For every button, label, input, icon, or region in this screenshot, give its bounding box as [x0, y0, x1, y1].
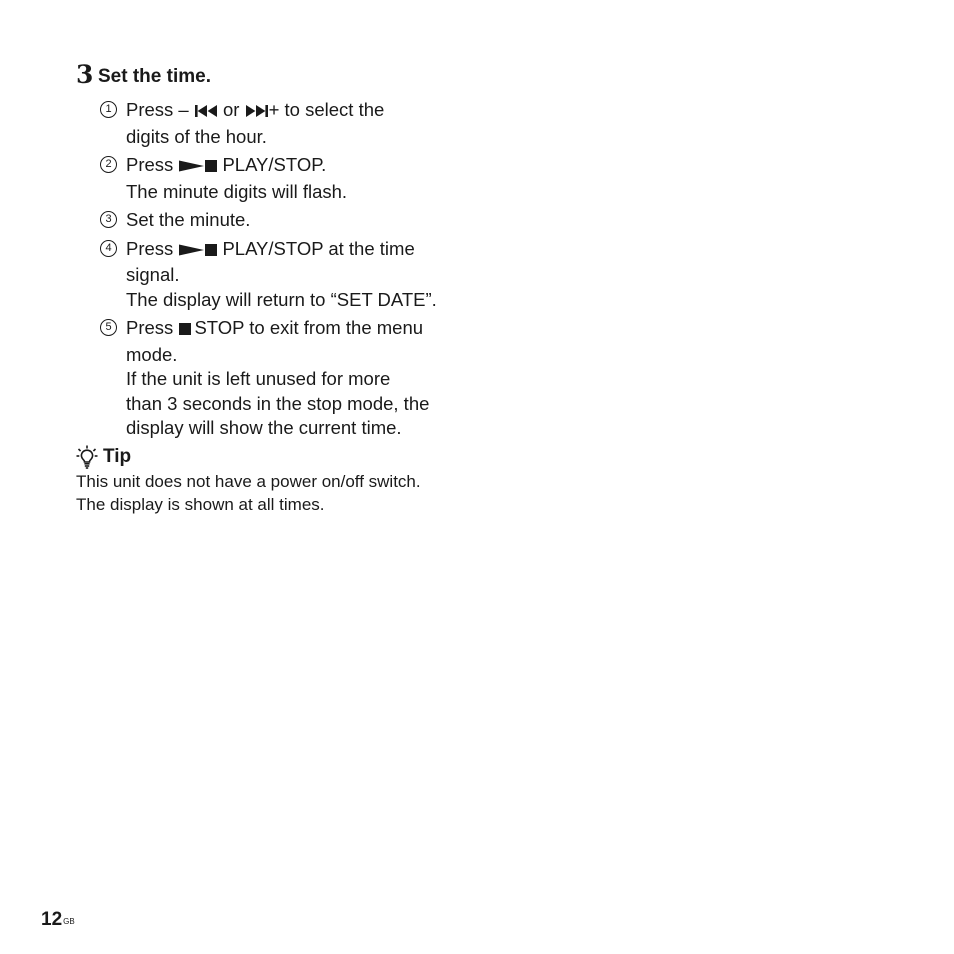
stop-icon	[178, 318, 194, 343]
step-header	[76, 60, 476, 92]
substep-1	[100, 98, 460, 149]
tip-header	[76, 444, 496, 470]
page-number	[41, 908, 75, 932]
text-segment: Press –	[126, 99, 194, 120]
substep-line: than 3 seconds in the stop mode, the	[126, 392, 430, 414]
text-segment: PLAY/STOP.	[222, 154, 327, 175]
circled-number-5: 5	[100, 319, 117, 336]
text-segment: + to select the	[268, 99, 385, 120]
substep-list	[100, 98, 460, 445]
substep-2	[100, 153, 460, 204]
text-segment: Press	[126, 154, 179, 175]
substep-line	[126, 98, 460, 125]
lightbulb-icon	[76, 445, 98, 474]
circled-number-2: 2	[100, 156, 117, 173]
substep-line: signal.	[126, 264, 180, 285]
text-segment: PLAY/STOP at the time	[222, 237, 415, 259]
page-number-value: 12	[41, 909, 63, 930]
substep-line: display will show the current time.	[126, 417, 402, 438]
step-3	[76, 60, 476, 438]
tip-line: This unit does not have a power on/off switch.	[76, 472, 421, 491]
page-number-suffix: GB	[63, 917, 75, 926]
circled-number-4: 4	[100, 240, 117, 257]
text-segment: Press	[126, 317, 179, 338]
substep-line	[126, 316, 460, 343]
play-stop-icon	[178, 239, 222, 264]
substep-line: digits of the hour.	[126, 125, 267, 147]
circled-number-1: 1	[100, 101, 117, 118]
substep-3	[100, 208, 460, 233]
text-segment: Press	[126, 237, 179, 259]
tip-box	[76, 444, 496, 516]
tip-body	[76, 470, 496, 516]
tip-line: The display is shown at all times.	[76, 495, 325, 514]
substep-4	[100, 237, 460, 313]
step-title: Set the time.	[98, 66, 211, 87]
substep-line: The minute digits will flash.	[126, 180, 348, 202]
circled-number-3: 3	[100, 211, 117, 228]
substep-line: The display will return to “SET DATE”.	[126, 288, 437, 310]
substep-line	[126, 237, 460, 264]
tip-title: Tip	[103, 446, 132, 467]
substep-line: mode.	[126, 343, 178, 365]
step-number: 3	[76, 60, 94, 89]
previous-track-icon	[194, 100, 218, 125]
substep-5	[100, 316, 460, 441]
text-segment: STOP to exit from the menu	[194, 317, 424, 338]
play-stop-icon	[178, 155, 222, 180]
text-segment: or	[217, 99, 245, 120]
next-track-icon	[245, 100, 269, 125]
substep-line: Set the minute.	[126, 209, 251, 230]
substep-line: If the unit is left unused for more	[126, 368, 391, 389]
substep-line	[126, 153, 460, 180]
